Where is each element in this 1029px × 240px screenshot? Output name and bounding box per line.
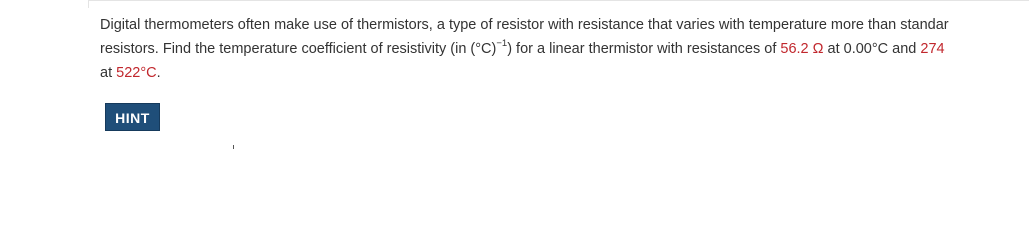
resistance-value-1: 56.2 Ω xyxy=(780,41,824,57)
question-line-3-suffix: . xyxy=(156,65,161,81)
question-line-2-middle-2: at 0.00°C and xyxy=(823,41,921,57)
question-line-2 xyxy=(100,37,1029,61)
resistance-value-2: 274 xyxy=(920,41,945,57)
question-line-1 xyxy=(100,13,1029,37)
question-line-3 xyxy=(100,61,1029,85)
temperature-value-2: 522°C xyxy=(116,65,157,81)
question-text xyxy=(100,13,1029,85)
hint-button[interactable]: HINT xyxy=(105,103,160,131)
question-line-1-text: Digital thermometers often make use of thermistors, a type of resistor with resistance that varies with temperature more than standar xyxy=(100,17,949,33)
question-line-2-middle: ) for a linear thermistor with resistances of xyxy=(507,41,781,57)
question-line-3-prefix: at xyxy=(100,65,117,81)
question-line-2-prefix: resistors. Find the temperature coefficient of resistivity (in (°C) xyxy=(100,41,497,57)
exponent-superscript: −1 xyxy=(496,38,508,50)
answer-field-cursor-edge xyxy=(233,145,234,149)
content-frame-border xyxy=(88,0,1029,8)
answer-field-partial[interactable] xyxy=(233,145,293,149)
